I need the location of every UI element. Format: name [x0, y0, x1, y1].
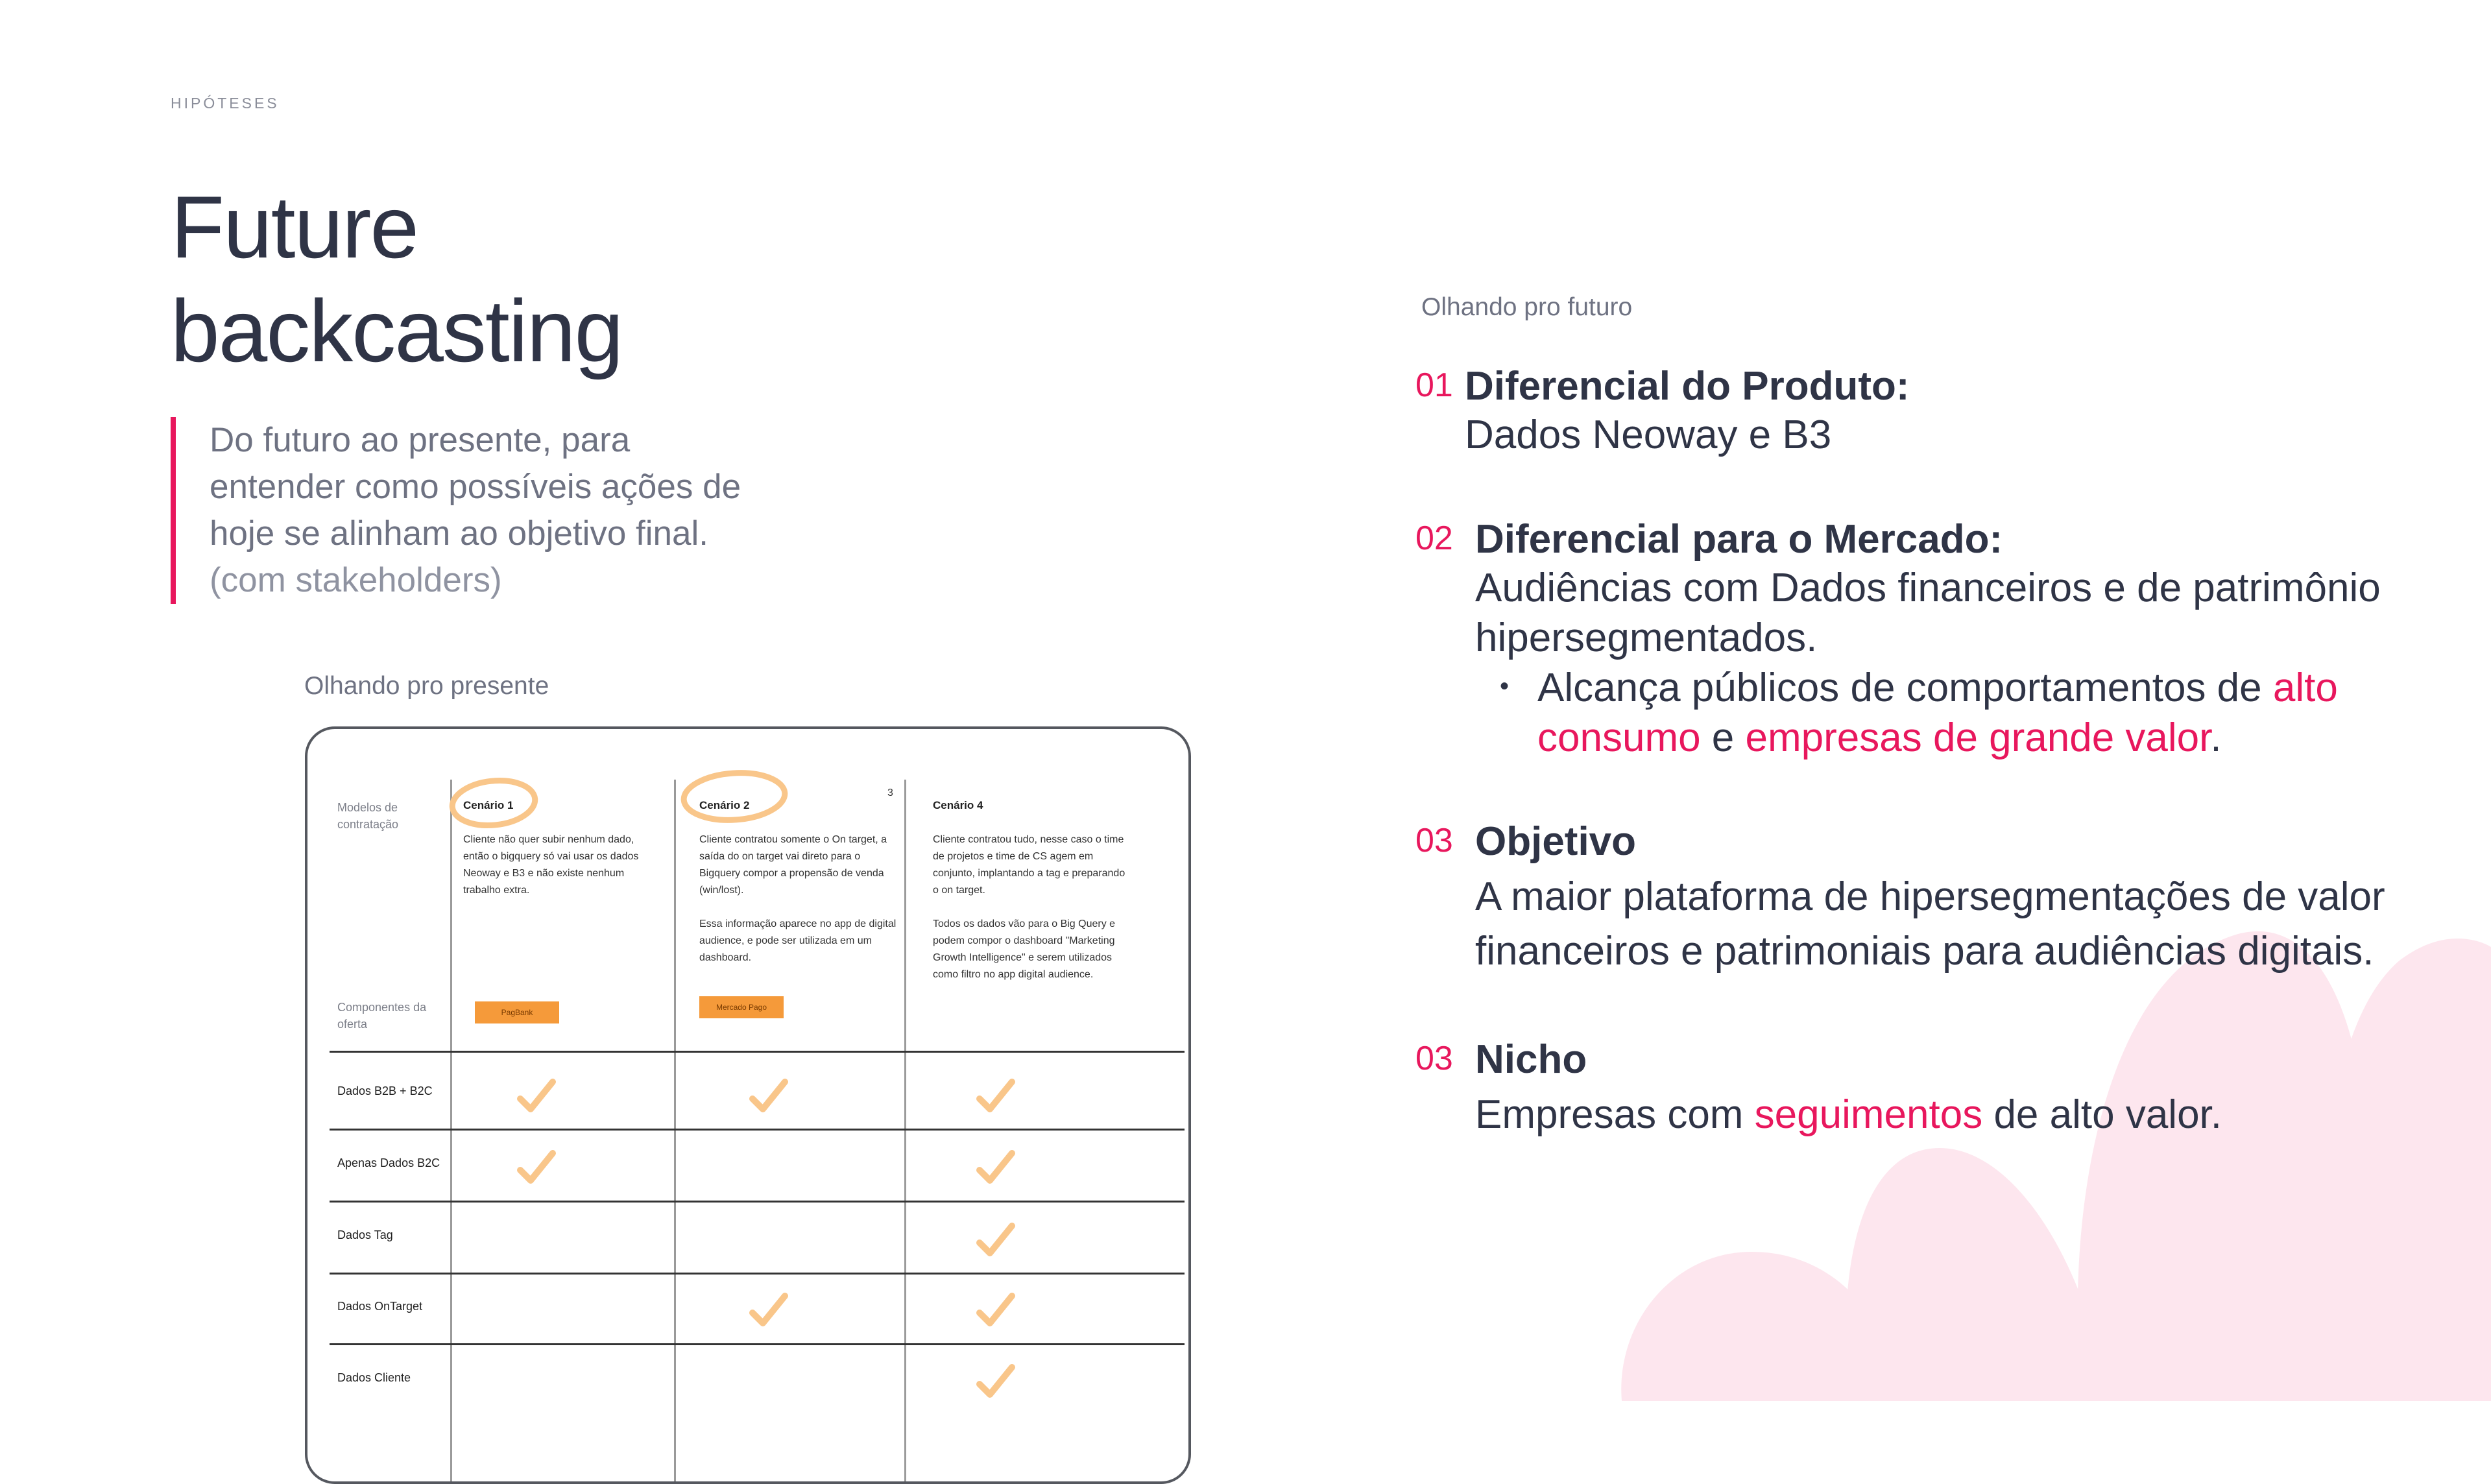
checkmark-icon [976, 1148, 1016, 1188]
item-body-line: Audiências com Dados financeiros e de patrimônio [1475, 566, 2381, 610]
bullet-line-2 [1537, 713, 2222, 763]
scenario-title: Cenário 2 [699, 799, 750, 811]
checkmark-icon [516, 1148, 557, 1188]
item-body-line: hipersegmentados. [1475, 616, 1818, 660]
item-body-text: Empresas com [1475, 1092, 1755, 1137]
item-body-line: financeiros e patrimoniais para audiências digitais. [1475, 929, 2374, 974]
column-divider [904, 780, 906, 1484]
offer-chip: PagBank [475, 1001, 559, 1023]
row-label: Apenas Dados B2C [337, 1156, 440, 1169]
checkmark-icon [749, 1291, 789, 1331]
bullet-line-1 [1537, 663, 2338, 713]
scenario-table-card [305, 726, 1191, 1484]
item-heading: Diferencial para o Mercado: [1475, 517, 2003, 562]
item-body [1475, 1090, 2222, 1140]
bullet-text: Alcança públicos de comportamentos de [1537, 665, 2273, 710]
item-body-text: de alto valor. [1982, 1092, 2222, 1137]
section-label: HIPÓTESES [171, 95, 280, 112]
item-heading: Diferencial do Produto: [1465, 364, 1910, 409]
item-body: Dados Neoway e B3 [1465, 413, 1832, 457]
row-divider [330, 1051, 1185, 1053]
scenario-title: Cenário 4 [933, 799, 983, 811]
checkmark-icon [516, 1077, 557, 1117]
checkmark-icon [749, 1077, 789, 1117]
bullet-dot: • [1500, 672, 1510, 700]
row-label: Dados Cliente [337, 1371, 411, 1384]
title-line-1: Future [171, 178, 418, 276]
quote-line: entender como possíveis ações de [210, 468, 741, 506]
title-line-2: backcasting [171, 281, 623, 380]
row-divider [330, 1273, 1185, 1275]
row-divider [330, 1129, 1185, 1131]
highlight-circle [676, 765, 793, 828]
scenario-paragraph: Cliente contratou tudo, nesse caso o time de projetos e time de CS agem em conjunto, implantando a tag e preparando o on target. [933, 834, 1125, 896]
label-models: Modelos de contratação [337, 801, 399, 831]
row-divider [330, 1201, 1185, 1203]
checkmark-icon [976, 1291, 1016, 1331]
offer-chip: Mercado Pago [699, 996, 784, 1018]
scenario-title: Cenário 1 [463, 799, 514, 811]
page-number: 3 [887, 787, 893, 798]
checkmark-icon [976, 1362, 1016, 1402]
scenario-paragraph: Todos os dados vão para o Big Query e podem compor o dashboard "Marketing Growth Intelligence" e serem utilizados como filtro no app digital audience. [933, 918, 1116, 980]
item-number: 03 [1415, 1040, 1453, 1077]
item-body-line: A maior plataforma de hipersegmentações de valor [1475, 874, 2385, 919]
row-label: Dados B2B + B2C [337, 1084, 433, 1097]
scenario-description [463, 832, 661, 916]
row-label: Dados Tag [337, 1228, 393, 1241]
quote-line: Do futuro ao presente, para [210, 421, 631, 459]
bullet-text: . [2210, 715, 2222, 760]
checkmark-icon [976, 1221, 1016, 1261]
item-number: 01 [1415, 366, 1453, 404]
item-heading: Nicho [1475, 1037, 1587, 1082]
scenario-description [933, 832, 1131, 1000]
quote-block [171, 417, 845, 604]
row-label: Dados OnTarget [337, 1300, 423, 1313]
scenario-paragraph: Cliente não quer subir nenhum dado, então o bigquery só vai usar os dados Neoway e B3 e não existe nenhum trabalho extra. [463, 834, 639, 896]
page-title [171, 175, 622, 383]
item-number: 03 [1415, 822, 1453, 859]
scenario-paragraph: Cliente contratou somente o On target, a saída do on target vai direto para o Bigquery compor a propensão de venda (win/lost). [699, 834, 887, 896]
label-components: Componentes da oferta [337, 1001, 427, 1031]
future-label: Olhando pro futuro [1421, 293, 1633, 321]
present-label: Olhando pro presente [304, 672, 549, 700]
scenario-paragraph: Essa informação aparece no app de digital audience, e pode ser utilizada em um dashboard. [699, 918, 897, 963]
quote-note: (com stakeholders) [210, 561, 502, 599]
highlight-text: seguimentos [1754, 1092, 1983, 1137]
checkmark-icon [976, 1077, 1016, 1117]
quote-line: hoje se alinham ao objetivo final. [210, 514, 708, 553]
item-heading: Objetivo [1475, 819, 1637, 864]
highlight-text: consumo [1537, 715, 1701, 760]
column-divider [674, 780, 676, 1484]
scenario-description [699, 832, 897, 983]
row-divider [330, 1343, 1185, 1345]
bullet-text: e [1700, 715, 1746, 760]
item-number: 02 [1415, 520, 1453, 557]
column-divider [450, 780, 452, 1484]
highlight-text: empresas de grande valor [1745, 715, 2211, 760]
highlight-text: alto [2272, 665, 2338, 710]
